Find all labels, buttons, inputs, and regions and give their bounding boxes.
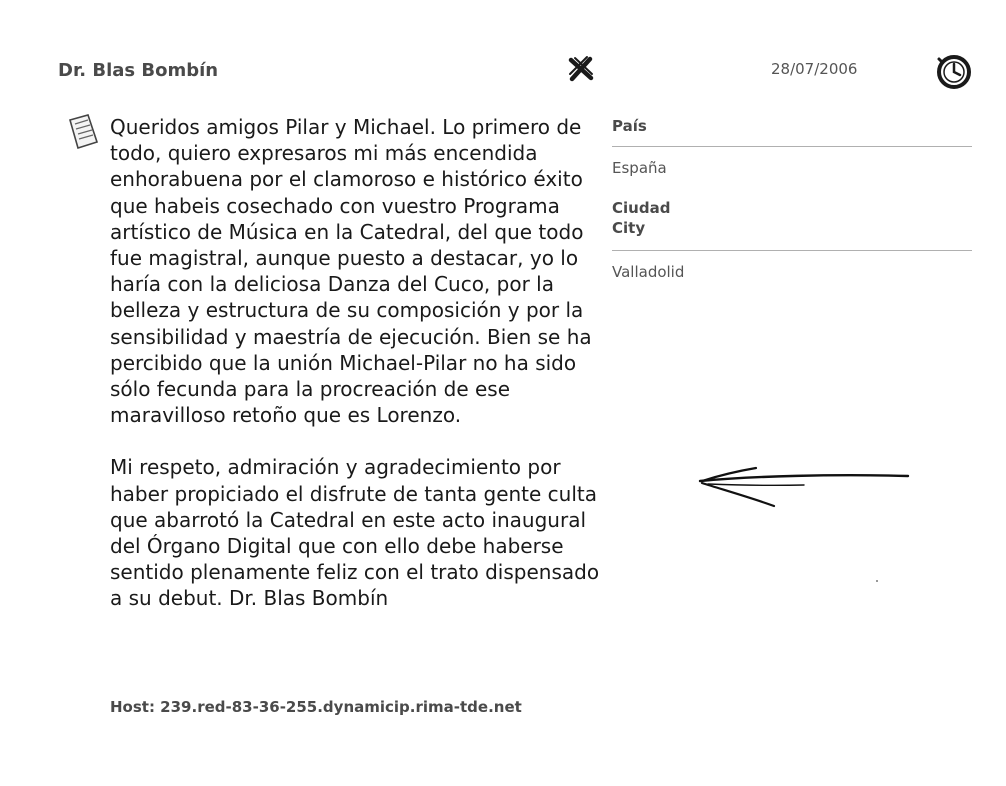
scan-speck bbox=[876, 580, 878, 582]
entry-author: Dr. Blas Bombín bbox=[58, 60, 219, 81]
handwritten-arrow bbox=[694, 456, 914, 512]
country-label: País bbox=[612, 117, 647, 135]
message-paragraph: Queridos amigos Pilar y Michael. Lo primero de todo, quiero expresaros mi más encendida enhorabuena por el clamoroso e histórico éxito que habeis cosechado con vuestro Programa artístico de Música en la Catedral, del que todo fue magistral, aunque puesto a destacar, yo lo haría con la deliciosa Danza del Cuco, por la belleza y estructura de su composición y por la sensibilidad y maestría de ejecución. Bien se ha percibido que la unión Michael-Pilar no ha sido sólo fecunda para la procreación de ese maravilloso retoño que es Lorenzo. bbox=[110, 115, 592, 428]
message-body bbox=[110, 114, 610, 612]
host-info: Host: 239.red-83-36-255.dynamicip.rima-tde.net bbox=[110, 698, 522, 716]
city-value: Valladolid bbox=[612, 263, 685, 281]
clock-icon bbox=[936, 54, 972, 90]
message-paragraph: Mi respeto, admiración y agradecimiento por haber propiciado el disfrute de tanta gente culta que abarrotó la Catedral en este acto inaugural del Órgano Digital que con ello debe haberse sentido plenamente feliz con el trato dispensado a su debut. Dr. Blas Bombín bbox=[110, 455, 600, 611]
city-label-english: City bbox=[612, 219, 646, 237]
country-value: España bbox=[612, 159, 667, 177]
entry-date: 28/07/2006 bbox=[771, 60, 858, 78]
note-icon bbox=[66, 112, 102, 152]
divider bbox=[612, 146, 972, 147]
city-label: Ciudad bbox=[612, 199, 671, 217]
divider bbox=[612, 250, 972, 251]
delete-x-icon[interactable] bbox=[566, 54, 596, 84]
